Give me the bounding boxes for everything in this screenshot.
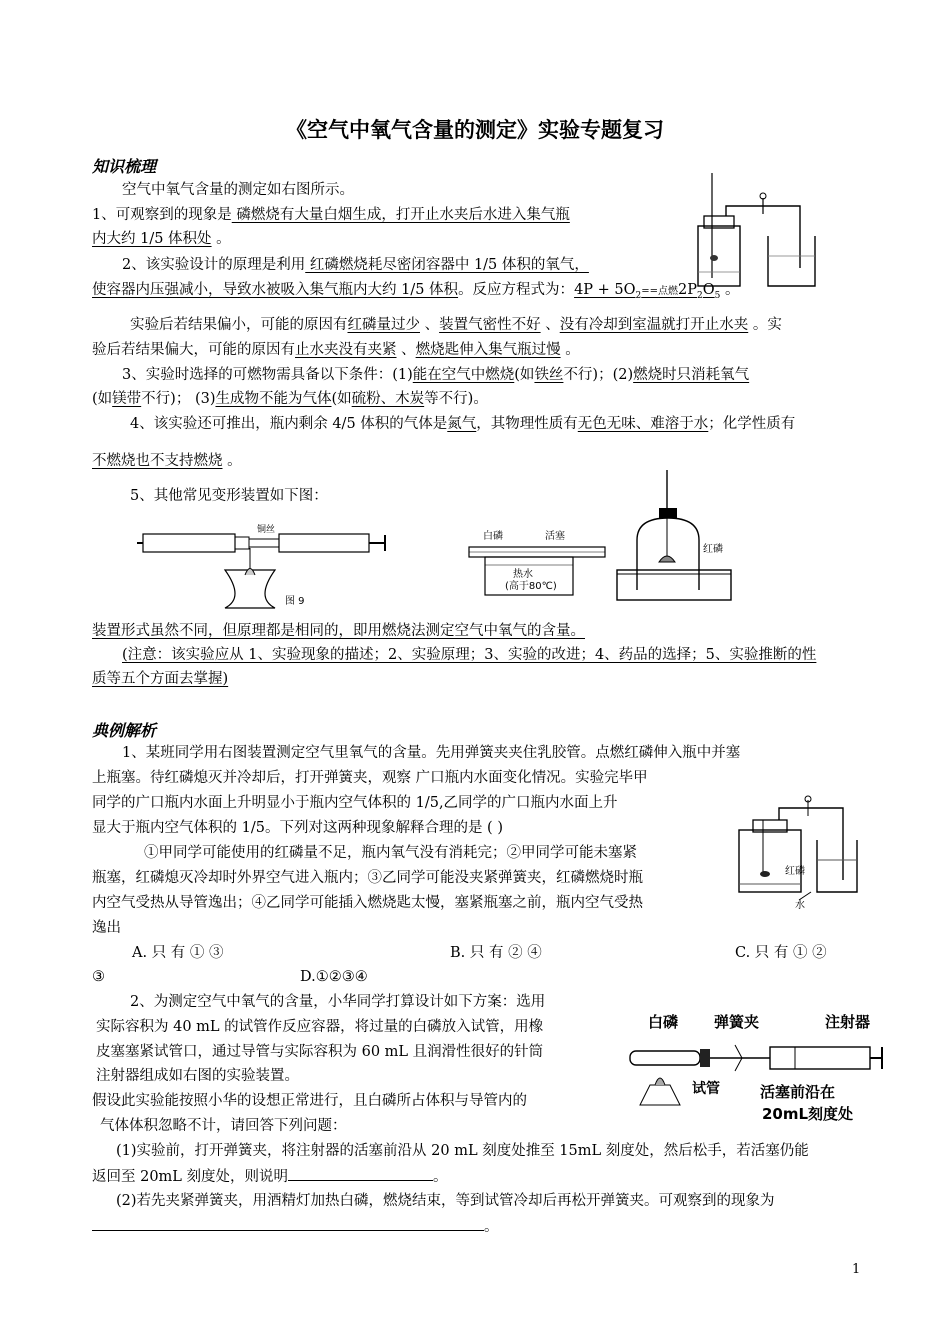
q2-sub1-line1: (1)实验前，打开弹簧夹，将注射器的活塞前沿从 20 mL 刻度处推至 15mL 刻度处，然后松手，若活塞仍能 [116, 1143, 809, 1159]
q1-line2: 上瓶塞。待红磷熄灭并冷却后，打开弹簧夹，观察 广口瓶内水面变化情况。实验完毕甲 [92, 770, 648, 786]
q1-line7: 内空气受热从导管逸出；④乙同学可能插入燃烧匙太慢，塞紧瓶塞之前，瓶内空气受热 [92, 895, 643, 911]
label-q2-baipin: 白磷 [648, 1013, 679, 1031]
q1-apparatus-figure [735, 790, 860, 910]
q2-apparatus-figure [620, 1005, 885, 1130]
item-result-line2: 验后若结果偏大，可能的原因有止水夹没有夹紧 、燃烧匙伸入集气瓶过慢 。 [92, 342, 580, 358]
q1-line8: 逸出 [92, 920, 121, 936]
q1-line3: 同学的广口瓶内水面上升明显小于瓶内空气体积的 1/5,乙同学的广口瓶内水面上升 [92, 795, 618, 811]
page-title: 《空气中氧气含量的测定》实验专题复习 [286, 118, 664, 142]
q2-sub1-line2: 返回至 20mL 刻度处，则说明 。 [92, 1166, 448, 1187]
q1-option-a: A. 只 有 ① ③ [132, 945, 224, 961]
apparatus-figure-syringe-9 [135, 520, 395, 618]
q1-line1: 1、某班同学用右图装置测定空气里氧气的含量。先用弹簧夹夹住乳胶管。点燃红磷伸入瓶中并塞 [122, 745, 741, 761]
label-fig9: 图 9 [285, 596, 305, 607]
item-result-line1: 实验后若结果偏小，可能的原因有红磷量过少 、装置气密性不好 、没有冷却到室温就打开止水夹 。实 [130, 317, 782, 333]
q2-line2: 实际容积为 40 mL 的试管作反应容器，将过量的白磷放入试管，用橡 [96, 1019, 544, 1035]
label-reshui: 热水 [513, 569, 533, 580]
item-2-line1: 2、该实验设计的原理是利用 红磷燃烧耗尽密闭容器中 1/5 体积的氧气， [122, 257, 589, 273]
q1-line6: 瓶塞，红磷熄灭冷却时外界空气进入瓶内；③乙同学可能没夹紧弹簧夹，红磷燃烧时瓶 [92, 870, 643, 886]
q1-option-c: C. 只 有 ① ② [735, 945, 827, 961]
label-honglin: 红磷 [703, 544, 723, 555]
q1-line5: ①甲同学可能使用的红磷量不足，瓶内氧气没有消耗完；②甲同学可能未塞紧 [144, 845, 637, 861]
item-1-line1: 1、可观察到的现象是 磷燃烧有大量白烟生成，打开止水夹后水进入集气瓶 [92, 207, 570, 223]
q2-line5: 假设此实验能按照小华的设想正常进行，且白磷所占体积与导管内的 [92, 1093, 527, 1109]
apparatus-figure-bottle [690, 168, 825, 293]
item-5-text: 5、其他常见变形装置如下图： [130, 488, 328, 504]
q2-sub1-answer-blank[interactable] [288, 1166, 433, 1181]
label-q2-zhusheqi: 注射器 [825, 1013, 871, 1031]
label-q1-honglin: 红磷 [785, 866, 805, 877]
q2-line3: 皮塞塞紧试管口，通过导管与实际容积为 60 mL 且润滑性很好的针筒 [96, 1044, 544, 1060]
label-q2-huosai2: 20mL刻度处 [762, 1105, 854, 1123]
q1-option-b: B. 只 有 ② ④ [450, 945, 542, 961]
summary-text: 装置形式虽然不同，但原理都是相同的，即用燃烧法测定空气中氧气的含量。 [92, 623, 585, 639]
q2-line4: 注射器组成如右图的实验装置。 [96, 1068, 299, 1084]
q2-line6: 气体体积忽略不计，请回答下列问题： [100, 1118, 347, 1134]
q2-sub2-answer-blank[interactable] [92, 1216, 484, 1231]
q2-sub2-line2: 。 [92, 1216, 499, 1237]
q1-option-c-cont: ③ [92, 969, 105, 985]
label-baipin: 白磷 [483, 531, 503, 542]
item-4-line2: 不燃烧也不支持燃烧 。 [92, 453, 242, 469]
label-q2-huosai1: 活塞前沿在 [760, 1083, 836, 1101]
label-q1-shui: 水 [795, 900, 805, 910]
item-2-line2: 使容器内压强减小，导致水被吸入集气瓶内大约 1/5 体积。反应方程式为：$4P + 5O_2==$点燃$2P_2O_5$ 。 [92, 282, 740, 301]
note-line2: 质等五个方面去掌握) [92, 671, 229, 687]
label-gaoyu: (高于80℃) [505, 581, 557, 592]
note-line1: (注意：该实验应从 1、实验现象的描述；2、实验原理；3、实验的改进；4、药品的选择；5、实验推断的性 [122, 647, 817, 663]
section-heading-knowledge: 知识梳理 [92, 157, 157, 176]
label-tongsi: 铜丝 [257, 525, 276, 535]
label-q2-shiguan: 试管 [692, 1081, 720, 1097]
q1-line4: 显大于瓶内空气体积的 1/5。下列对这两种现象解释合理的是 ( ) [92, 820, 503, 836]
apparatus-figure-hotwater [465, 525, 610, 600]
section-heading-examples: 典例解析 [92, 721, 157, 740]
item-3-line1: 3、实验时选择的可燃物需具备以下条件：(1)能在空气中燃烧(如铁丝不行)；(2)燃烧时只消耗氧气 [122, 367, 750, 383]
label-huosai: 活塞 [545, 531, 565, 542]
item-3-line2: (如镁带不行)； (3)生成物不能为气体(如硫粉、木炭等不行)。 [92, 391, 488, 407]
item-1-line2: 内大约 1/5 体积处 。 [92, 231, 231, 247]
q1-option-d: D.①②③④ [300, 969, 368, 985]
page-number: 1 [852, 1262, 861, 1277]
q2-line1: 2、为测定空气中氧气的含量，小华同学打算设计如下方案：选用 [130, 994, 546, 1010]
apparatus-figure-bell-jar [615, 470, 735, 610]
q2-sub2-line1: (2)若先夹紧弹簧夹，用酒精灯加热白磷，燃烧结束，等到试管冷却后再松开弹簧夹。可观察到的现象为 [116, 1193, 775, 1209]
label-q2-tanhuang: 弹簧夹 [714, 1013, 760, 1031]
intro-text: 空气中氧气含量的测定如右图所示。 [122, 182, 354, 198]
item-4-line1: 4、该实验还可推出，瓶内剩余 4/5 体积的气体是氮气，其物理性质有无色无味、难溶于水；化学性质有 [130, 416, 796, 432]
